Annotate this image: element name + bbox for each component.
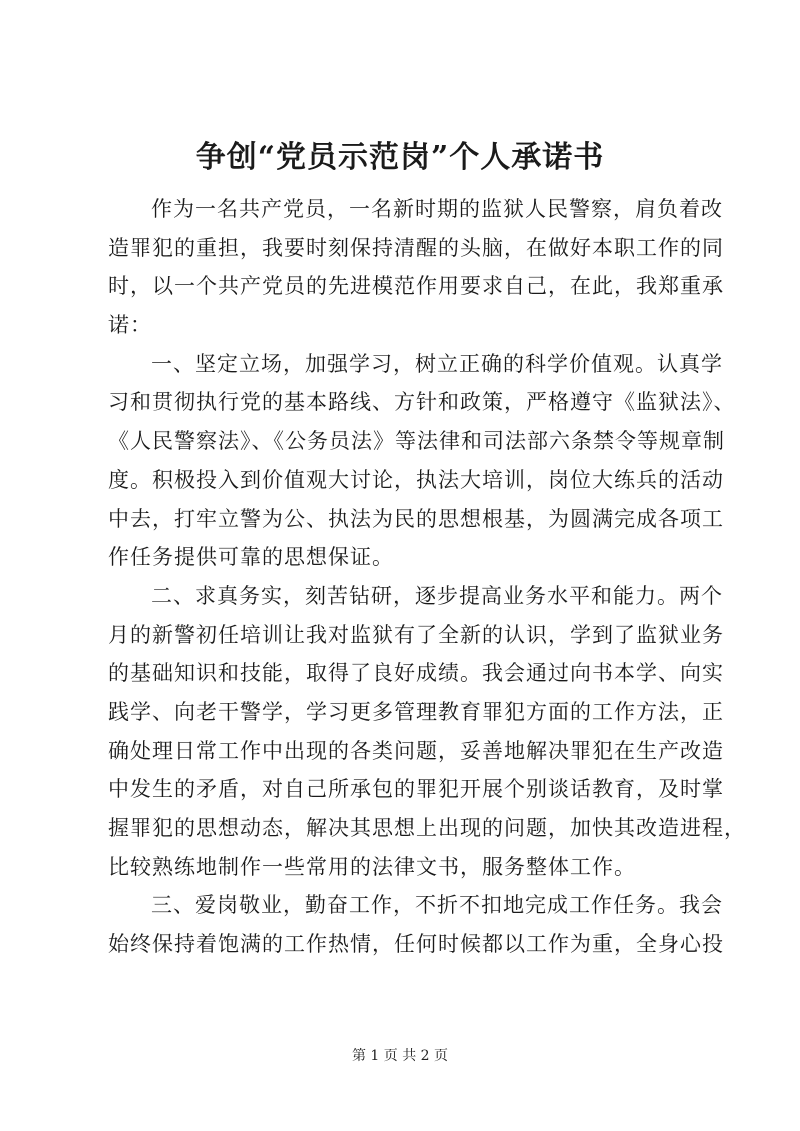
text-line: 诺： xyxy=(108,313,152,338)
text-line: 确处理日常工作中出现的各类问题，妥善地解决罪犯在生产改造 xyxy=(108,738,724,763)
text-line: 造罪犯的重担，我要时刻保持清醒的头脑，在做好本职工作的同 xyxy=(108,235,724,260)
paragraph-point-three xyxy=(108,886,724,963)
text-line: 三、爱岗敬业，勤奋工作，不折不扣地完成工作任务。我会 xyxy=(151,893,723,918)
text-line: 习和贯彻执行党的基本路线、方针和政策，严格遵守《监狱法》、 xyxy=(108,390,736,415)
text-line: 《人民警察法》、《公务员法》等法律和司法部六条禁令等规章制 xyxy=(108,429,725,454)
text-line: 时，以一个共产党员的先进模范作用要求自己，在此，我郑重承 xyxy=(108,274,724,299)
text-line: 践学、向老干警学，学习更多管理教育罪犯方面的工作方法，正 xyxy=(108,699,724,724)
paragraph-point-one xyxy=(108,345,736,577)
text-line: 作为一名共产党员，一名新时期的监狱人民警察，肩负着改 xyxy=(151,197,723,221)
text-line: 作任务提供可靠的思想保证。 xyxy=(108,545,394,570)
paragraph-intro xyxy=(108,190,724,345)
document-title: 争创“党员示范岗”个人承诺书 xyxy=(195,140,605,175)
text-line: 握罪犯的思想动态，解决其思想上出现的问题，加快其改造进程， xyxy=(108,816,746,840)
text-line: 比较熟练地制作一些常用的法律文书，服务整体工作。 xyxy=(108,854,636,879)
page-footer: 第 1 页 共 2 页 xyxy=(351,1048,449,1064)
text-line: 度。积极投入到价值观大讨论，执法大培训，岗位大练兵的活动 xyxy=(108,467,724,492)
document-body xyxy=(108,190,746,964)
text-line: 月的新警初任培训让我对监狱有了全新的认识，学到了监狱业务 xyxy=(108,622,724,647)
text-line: 中去，打牢立警为公、执法为民的思想根基，为圆满完成各项工 xyxy=(108,506,724,531)
text-line: 二、求真务实，刻苦钻研，逐步提高业务水平和能力。两个 xyxy=(151,583,723,608)
text-line: 一、坚定立场，加强学习，树立正确的科学价值观。认真学 xyxy=(151,351,723,376)
text-line: 的基础知识和技能，取得了良好成绩。我会通过向书本学、向实 xyxy=(108,661,724,686)
text-line: 中发生的矛盾，对自己所承包的罪犯开展个别谈话教育，及时掌 xyxy=(108,777,724,802)
text-line: 始终保持着饱满的工作热情，任何时候都以工作为重，全身心投 xyxy=(108,932,724,957)
paragraph-point-two xyxy=(108,577,746,887)
